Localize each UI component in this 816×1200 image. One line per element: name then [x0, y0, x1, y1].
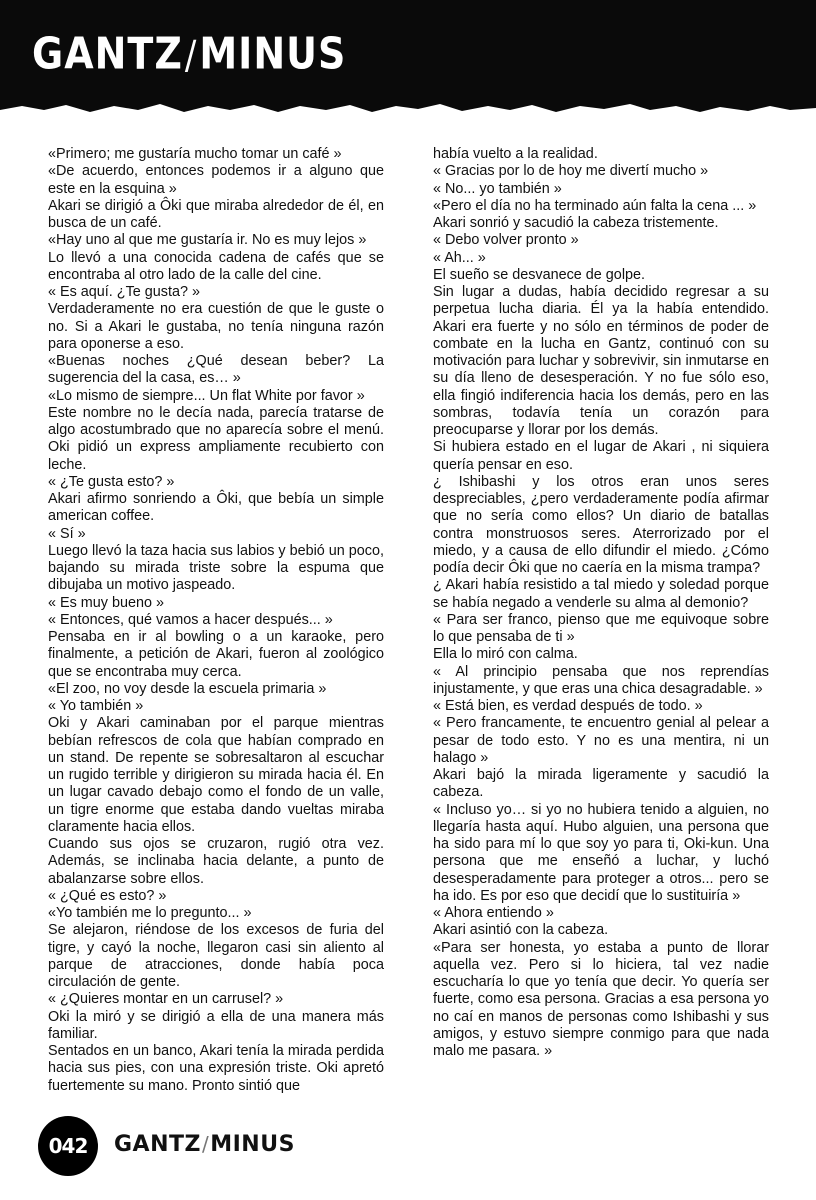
- paragraph: «El zoo, no voy desde la escuela primaria »: [48, 680, 327, 697]
- paragraph: «Buenas noches ¿Qué desean beber? La sugerencia del la casa, es… »: [48, 353, 384, 387]
- paragraph: Akari asintió con la cabeza.: [433, 922, 609, 939]
- paragraph: «Hay uno al que me gustaría ir. No es muy lejos »: [48, 232, 367, 249]
- paragraph: «Primero; me gustaría mucho tomar un café »: [48, 146, 342, 162]
- header-logo: GANTZ/MINUS: [32, 28, 347, 79]
- paragraph: « Es muy bueno »: [48, 594, 164, 611]
- paragraph: « ¿Quieres montar en un carrusel? »: [48, 991, 284, 1008]
- paragraph: « ¿Te gusta esto? »: [48, 473, 175, 490]
- page-header: [0, 0, 816, 118]
- paragraph: ¿ Ishibashi y los otros eran unos seres despreciables, ¿pero verdaderamente podía afirmar que no sería como ellos? Un diario de batallas contra monstruosos seres. Aterrorizado por el miedo, y a causa de ello difundir el miedo. ¿Cómo podía decir Ôki que no caería en la misma trampa?: [433, 473, 769, 576]
- paragraph: Si hubiera estado en el lugar de Akari , ni siquiera quería pensar en eso.: [433, 439, 769, 473]
- paragraph: «Para ser honesta, yo estaba a punto de llorar aquella vez. Pero si lo hiciera, tal vez nadie escucharía lo que yo tenía que decir. Yo quería ser fuerte, como esa persona. Gracias a esa persona yo no caí en manos de personas como Ishibashi y sus amigos, y estuvo siempre conmigo para que nada malo me pasara. »: [433, 939, 769, 1059]
- paragraph: « Entonces, qué vamos a hacer después... »: [48, 611, 333, 628]
- paragraph: había vuelto a la realidad.: [433, 146, 598, 162]
- paragraph: « Al principio pensaba que nos reprendías injustamente, y que eras una chica desagradable. »: [433, 663, 769, 697]
- paragraph: « Está bien, es verdad después de todo. »: [433, 698, 703, 714]
- paragraph: Sentados en un banco, Akari tenía la mirada perdida hacia sus pies, con una expresión triste. Oki apretó fuertemente su mano. Pronto sintió que: [48, 1043, 384, 1094]
- paragraph: « Debo volver pronto »: [433, 232, 579, 249]
- paragraph: Este nombre no le decía nada, parecía tratarse de algo acostumbrado que no aparecía sobre el menú. Oki pidió un express ampliamente recubierto con leche.: [48, 404, 384, 473]
- paragraph: « Gracias por lo de hoy me divertí mucho »: [433, 163, 709, 180]
- paragraph: Akari afirmo sonriendo a Ôki, que bebía un simple american coffee.: [48, 491, 384, 525]
- paragraph: « Yo también »: [48, 698, 144, 714]
- paragraph: Cuando sus ojos se cruzaron, rugió otra vez. Además, se inclinaba hacia delante, a punto de abalanzarse sobre ellos.: [48, 836, 384, 887]
- paragraph: El sueño se desvanece de golpe.: [433, 266, 646, 283]
- left-text-column: [48, 146, 384, 1095]
- paragraph: « Sí »: [48, 525, 86, 542]
- paragraph: ¿ Akari había resistido a tal miedo y soledad porque se había negado a venderle su alma al demonio?: [433, 577, 769, 611]
- paragraph: « Ahora entiendo »: [433, 905, 554, 921]
- paragraph: Luego llevó la taza hacia sus labios y bebió un poco, bajando su mirada triste sobre la espuma que dibujaba un motivo jaspeado.: [48, 542, 385, 594]
- paragraph: «Pero el día no ha terminado aún falta la cena ... »: [433, 197, 757, 214]
- paragraph: « Es aquí. ¿Te gusta? »: [48, 284, 200, 300]
- paragraph: Ella lo miró con calma.: [433, 646, 578, 663]
- paragraph: «Lo mismo de siempre... Un flat White por favor »: [48, 387, 365, 404]
- paragraph: «De acuerdo, entonces podemos ir a alguno que este en la esquina »: [48, 163, 384, 197]
- paragraph: Akari sonrió y sacudió la cabeza tristemente.: [433, 215, 719, 231]
- right-text-column: [433, 146, 769, 1060]
- paragraph: Akari bajó la mirada ligeramente y sacudió la cabeza.: [433, 767, 769, 801]
- paragraph: « Incluso yo… si yo no hubiera tenido a alguien, no llegaría hasta aquí. Hubo alguien, una persona que ha sido para mí lo que soy yo para ti, Oki-kun. Una persona que me enseñó a luchar, y luchó desesperadamente para proteger a otros... pero se ha ido. Es por eso que decidí que lo sustituiría »: [433, 801, 769, 904]
- paragraph: Akari se dirigió a Ôki que miraba alrededor de él, en busca de un café.: [48, 197, 384, 231]
- paragraph: Sin lugar a dudas, había decidido regresar a su perpetua lucha diaria. Él ya la había entendido. Akari era fuerte y no sólo en términos de poder de combate en la lucha en Gantz, continuó con su motivación para luchar y sobrevivir, sin inmutarse en su día lleno de desesperación. Y no fue sólo eso, ella fingió indiferencia hacia los demás, pero en las sombras, todavía tenía un corazón para preocuparse y llorar por los demás.: [433, 284, 769, 438]
- paragraph: Oki y Akari caminaban por el parque mientras bebían refrescos de cola que habían comprado en un stand. De repente se sobresaltaron al escuchar un rugido terrible y dirigieron su mirada hacia él. En un lugar cavado debajo como el fondo de un valle, un tigre enorme que estaba dando vueltas miraba claramente hacia ellos.: [48, 715, 384, 835]
- paragraph: Lo llevó a una conocida cadena de cafés que se encontraba al otro lado de la calle del cine.: [48, 249, 384, 283]
- page-number-badge: 042: [38, 1116, 98, 1176]
- paragraph: «Yo también me lo pregunto... »: [48, 905, 252, 921]
- paragraph: Oki la miró y se dirigió a ella de una manera más familiar.: [48, 1008, 384, 1042]
- page-footer: [38, 1116, 438, 1178]
- paragraph: « No... yo también »: [433, 180, 562, 197]
- paragraph: Verdaderamente no era cuestión de que le guste o no. Si a Akari le gustaba, no tenía ninguna razón para oponerse a eso.: [48, 301, 384, 352]
- footer-logo: GANTZ/MINUS: [114, 1132, 295, 1157]
- paragraph: Se alejaron, riéndose de los excesos de furia del tigre, y cayó la noche, llegaron casi sin aliento al parque de atracciones, donde había poca circulación de gente.: [48, 922, 384, 990]
- paragraph: « ¿Qué es esto? »: [48, 887, 167, 904]
- paragraph: Pensaba en ir al bowling o a un karaoke, pero finalmente, a petición de Akari, fueron al zoológico que se encontraba muy cerca.: [48, 629, 384, 680]
- paragraph: « Para ser franco, pienso que me equivoque sobre lo que pensaba de ti »: [433, 611, 769, 645]
- paragraph: « Ah... »: [433, 249, 486, 266]
- paragraph: « Pero francamente, te encuentro genial al pelear a pesar de todo esto. Y no es una mentira, ni un halago »: [433, 715, 769, 766]
